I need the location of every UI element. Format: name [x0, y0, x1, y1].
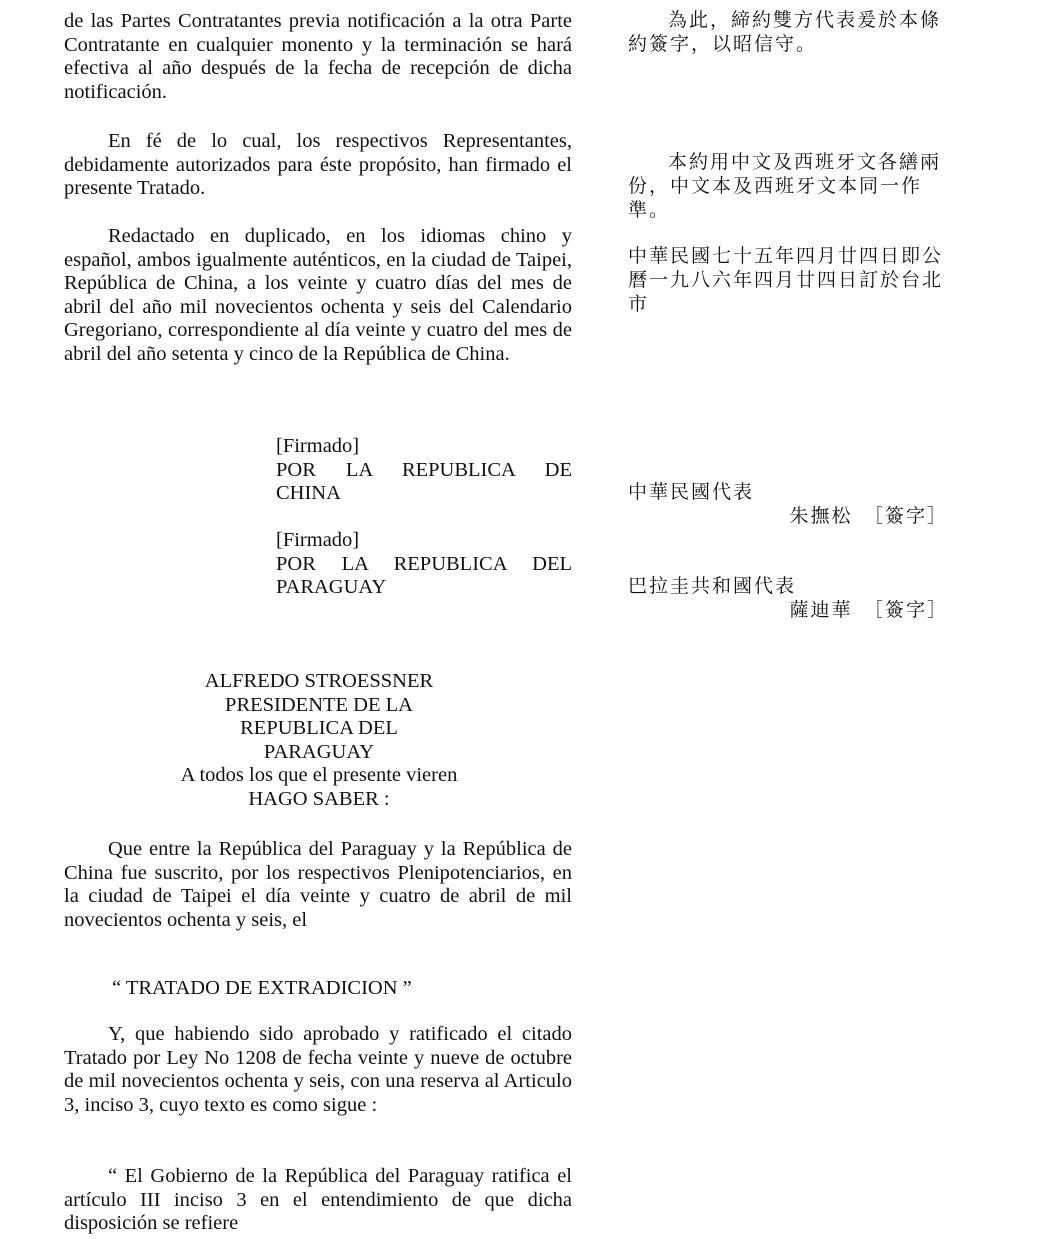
president-title: PRESIDENTE DE LA [225, 693, 413, 716]
chinese-signature-paraguay [628, 574, 948, 622]
presidential-heading [104, 670, 534, 811]
chinese-paragraph-duplicate: 本約用中文及西班牙文各繕兩份，中文本及西班牙文本同一作準。 [628, 151, 942, 221]
representative-title: 中華民國代表 [628, 481, 755, 503]
president-title-country: PARAGUAY [263, 740, 375, 763]
representative-name: 朱撫松 ［簽字］ [789, 505, 948, 527]
president-name: ALFREDO STROESSNER [204, 670, 434, 692]
chinese-paragraph-date-place: 中華民國七十五年四月廿四日即公曆一九八六年四月廿四日訂於台北市 [628, 245, 944, 315]
spanish-paragraph-reservation-quote: “ El Gobierno de la República del Paraguay ratifica el artículo III inciso 3 en el entendimiento de que dicha disposición se refiere [64, 1165, 572, 1234]
president-title-republic: REPUBLICA DEL [240, 717, 398, 739]
spanish-paragraph-done-in-duplicate: Redactado en duplicado, en los idiomas chino y español, ambos igualmente auténticos, en la ciudad de Taipei, República de China, a los veinte y cuatro días del mes de abril del año mil novecientos ochenta y seis del Calendario Gregoriano, correspondiente al día veinte y cuatro del mes de abril del año setenta y cinco de la República de China. [64, 225, 572, 365]
hago-saber: HAGO SABER : [248, 787, 390, 810]
signature-block-paraguay [276, 529, 572, 600]
signature-country: CHINA [276, 482, 341, 504]
spanish-paragraph-signed-treaty: Que entre la República del Paraguay y la República de China fue suscrito, por los respectivos Plenipotenciarios, en la ciudad de Taipei el día veinte y cuatro de abril de mil novecientos ochenta y seis, el [64, 838, 572, 931]
chinese-paragraph-witness: 為此，締約雙方代表爰於本條約簽字，以昭信守。 [628, 9, 942, 55]
signature-for-line: POR LA REPUBLICA DEL [276, 552, 572, 575]
spanish-paragraph-termination: de las Partes Contratantes previa notificación a la otra Parte Contratante en cualquier monento y la terminación se hará efectiva al año después de la fecha de recepción de dicha notificación. [64, 10, 572, 103]
chinese-signature-china [628, 480, 948, 528]
representative-name: 薩迪華 ［簽字］ [789, 599, 948, 621]
signature-for-line: POR LA REPUBLICA DE [276, 458, 572, 481]
spanish-paragraph-ratification: Y, que habiendo sido aprobado y ratificado el citado Tratado por Ley No 1208 de fecha veinte y nueve de octubre de mil novecientos ochenta y seis, con una reserva al Articulo 3, inciso 3, cuyo texto es como sigue : [64, 1023, 572, 1116]
proclamation-line: A todos los que el presente vieren [180, 764, 458, 786]
signature-block-china [276, 435, 572, 506]
representative-title: 巴拉圭共和國代表 [628, 575, 797, 597]
signature-country: PARAGUAY [276, 576, 387, 598]
signed-mark: [Firmado] [276, 435, 360, 457]
treaty-title: “ TRATADO DE EXTRADICION ” [112, 977, 412, 999]
signed-mark: [Firmado] [276, 529, 360, 551]
spanish-paragraph-witness: En fé de lo cual, los respectivos Representantes, debidamente autorizados para éste propósito, han firmado el presente Tratado. [64, 130, 572, 199]
